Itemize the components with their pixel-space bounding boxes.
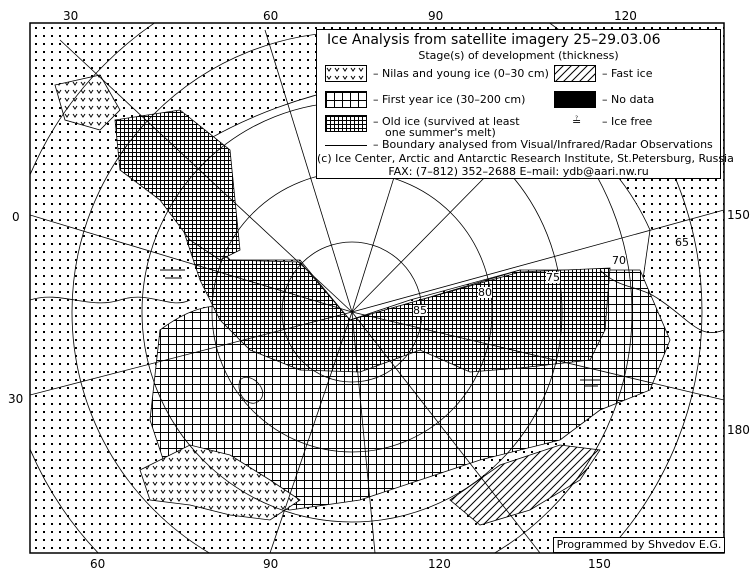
tick-left-0: 0 [12,210,20,224]
swatch-first-year [325,91,367,108]
legend-box [316,29,734,179]
tick-top-30: 30 [63,9,79,23]
credit-line-1: (c) Ice Center, Arctic and Antarctic Research Institute, St.Petersburg, Russia [317,152,734,165]
boundary-line-sample [325,145,367,146]
lat-75: 75 [546,271,560,284]
legend-label-ice-free: – Ice free [602,115,653,128]
tick-bottom-90: 90 [263,557,279,571]
tick-right-150: 150 [727,208,750,222]
swatch-fast [554,65,596,82]
legend-label-fast: – Fast ice [602,67,653,80]
tick-top-90: 90 [428,9,444,23]
tick-top-120: 120 [614,9,637,23]
tick-top-60: 60 [263,9,279,23]
legend-subtitle: Stage(s) of development (thickness) [418,49,619,62]
lat-80: 80 [478,286,492,299]
lat-70: 70 [612,254,626,267]
swatch-nilas [325,65,367,82]
icefree-symbol: ≟ [572,115,582,128]
tick-bottom-150: 150 [588,557,611,571]
tick-bottom-60: 60 [90,557,106,571]
tick-right-180: 180 [727,423,750,437]
legend-label-no-data: – No data [602,93,655,106]
swatch-no-data [554,91,596,108]
map-title: Ice Analysis from satellite imagery 25–29.03.06 [327,32,661,48]
legend-label-boundary: – Boundary analysed from Visual/Infrared/Radar Observations [373,138,713,151]
lat-65: 65 [675,236,689,249]
tick-left-30: 30 [8,392,24,406]
programmed-by: Programmed by Shvedov E.G. [553,537,725,553]
legend-label-old-2: one summer's melt) [385,126,496,139]
legend-label-first-year: – First year ice (30–200 cm) [373,93,526,106]
legend-label-nilas: – Nilas and young ice (0–30 cm) [373,67,549,80]
credit-line-2: FAX: (7–812) 352–2688 E–mail: ydb@aari.nw.ru [388,165,649,178]
legend-label-old-1: – Old ice (survived at least [373,115,520,128]
swatch-old [325,115,367,132]
tick-bottom-120: 120 [428,557,451,571]
lat-85: 85 [413,304,427,317]
